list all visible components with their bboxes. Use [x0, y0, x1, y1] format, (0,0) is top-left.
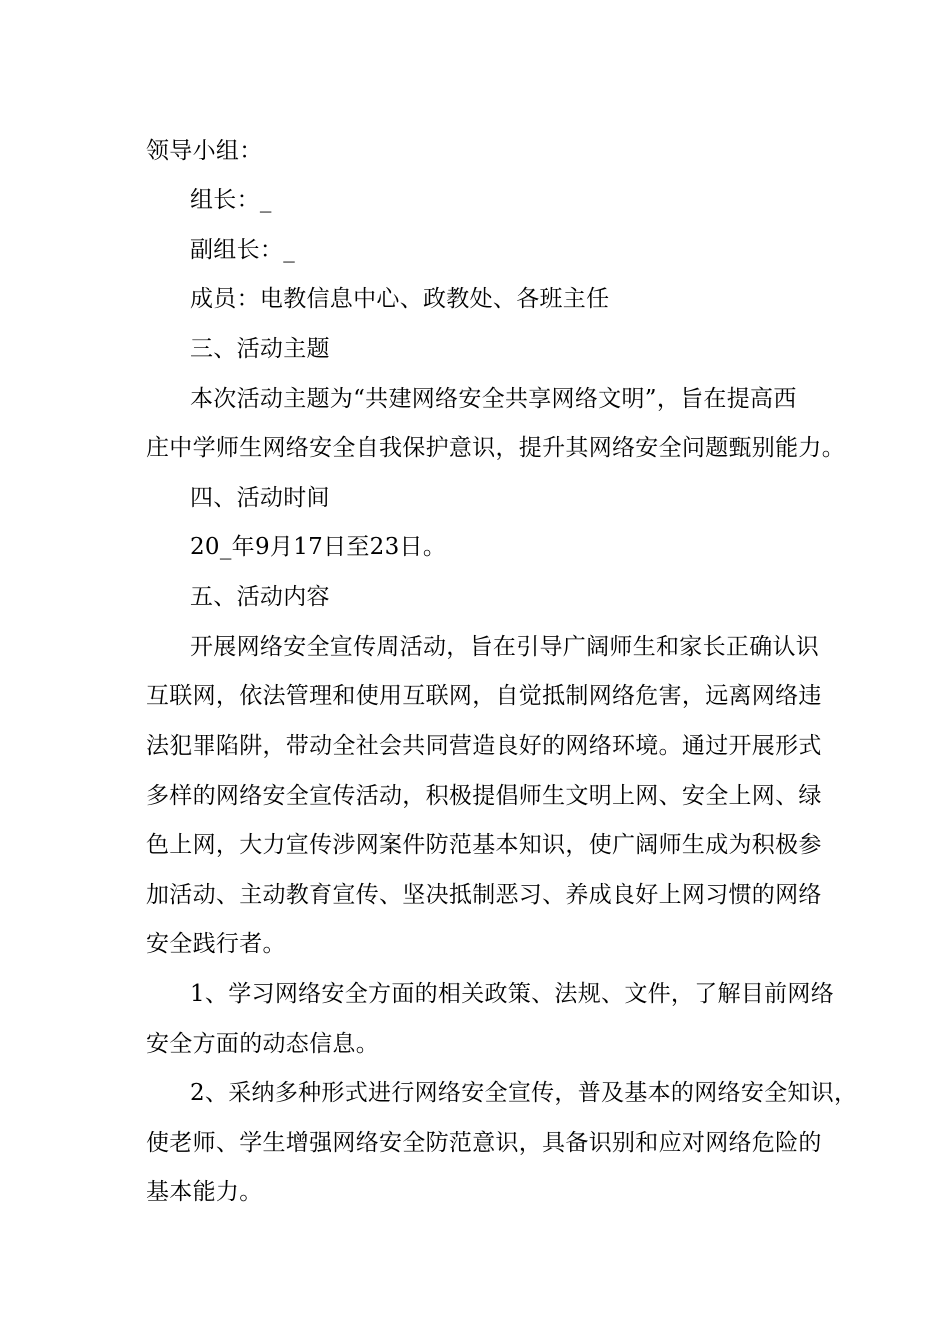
paragraph-line: 安全践行者。: [146, 931, 286, 957]
activity-date-line: 20_年9月17日至23日。: [190, 534, 447, 560]
deputy-leader-line: 副组长：_: [190, 237, 295, 263]
paragraph-line: 色上网，大力宣传涉网案件防范基本知识，使广阔师生成为积极参: [146, 832, 822, 858]
paragraph-line: 本次活动主题为“共建网络安全共享网络文明”，旨在提高西: [190, 386, 797, 412]
paragraph-line: 庄中学师生网络安全自我保护意识，提升其网络安全问题甄别能力。: [146, 435, 845, 461]
paragraph-line: 多样的网络安全宣传活动，积极提倡师生文明上网、安全上网、绿: [146, 783, 822, 809]
members-line: 成员：电教信息中心、政教处、各班主任: [190, 286, 610, 312]
list-item-1: 1、学习网络安全方面的相关政策、法规、文件，了解目前网络: [190, 981, 835, 1007]
heading-leadership-group: 领导小组：: [146, 138, 263, 164]
paragraph-line: 加活动、主动教育宣传、坚决抵制恶习、养成良好上网习惯的网络: [146, 882, 822, 908]
list-item-2-continued: 基本能力。: [146, 1179, 263, 1205]
section-heading-content: 五、活动内容: [190, 584, 330, 610]
list-item-2-continued: 使老师、学生增强网络安全防范意识，具备识别和应对网络危险的: [146, 1130, 822, 1156]
paragraph-line: 互联网，依法管理和使用互联网，自觉抵制网络危害，远离网络违: [146, 683, 822, 709]
group-leader-line: 组长：_: [190, 187, 272, 213]
paragraph-line: 法犯罪陷阱，带动全社会共同营造良好的网络环境。通过开展形式: [146, 733, 822, 759]
list-item-1-continued: 安全方面的动态信息。: [146, 1031, 379, 1057]
paragraph-line: 开展网络安全宣传周活动，旨在引导广阔师生和家长正确认识: [190, 634, 820, 660]
list-item-2: 2、采纳多种形式进行网络安全宣传，普及基本的网络安全知识，: [190, 1080, 858, 1106]
section-heading-theme: 三、活动主题: [190, 336, 330, 362]
section-heading-time: 四、活动时间: [190, 485, 330, 511]
